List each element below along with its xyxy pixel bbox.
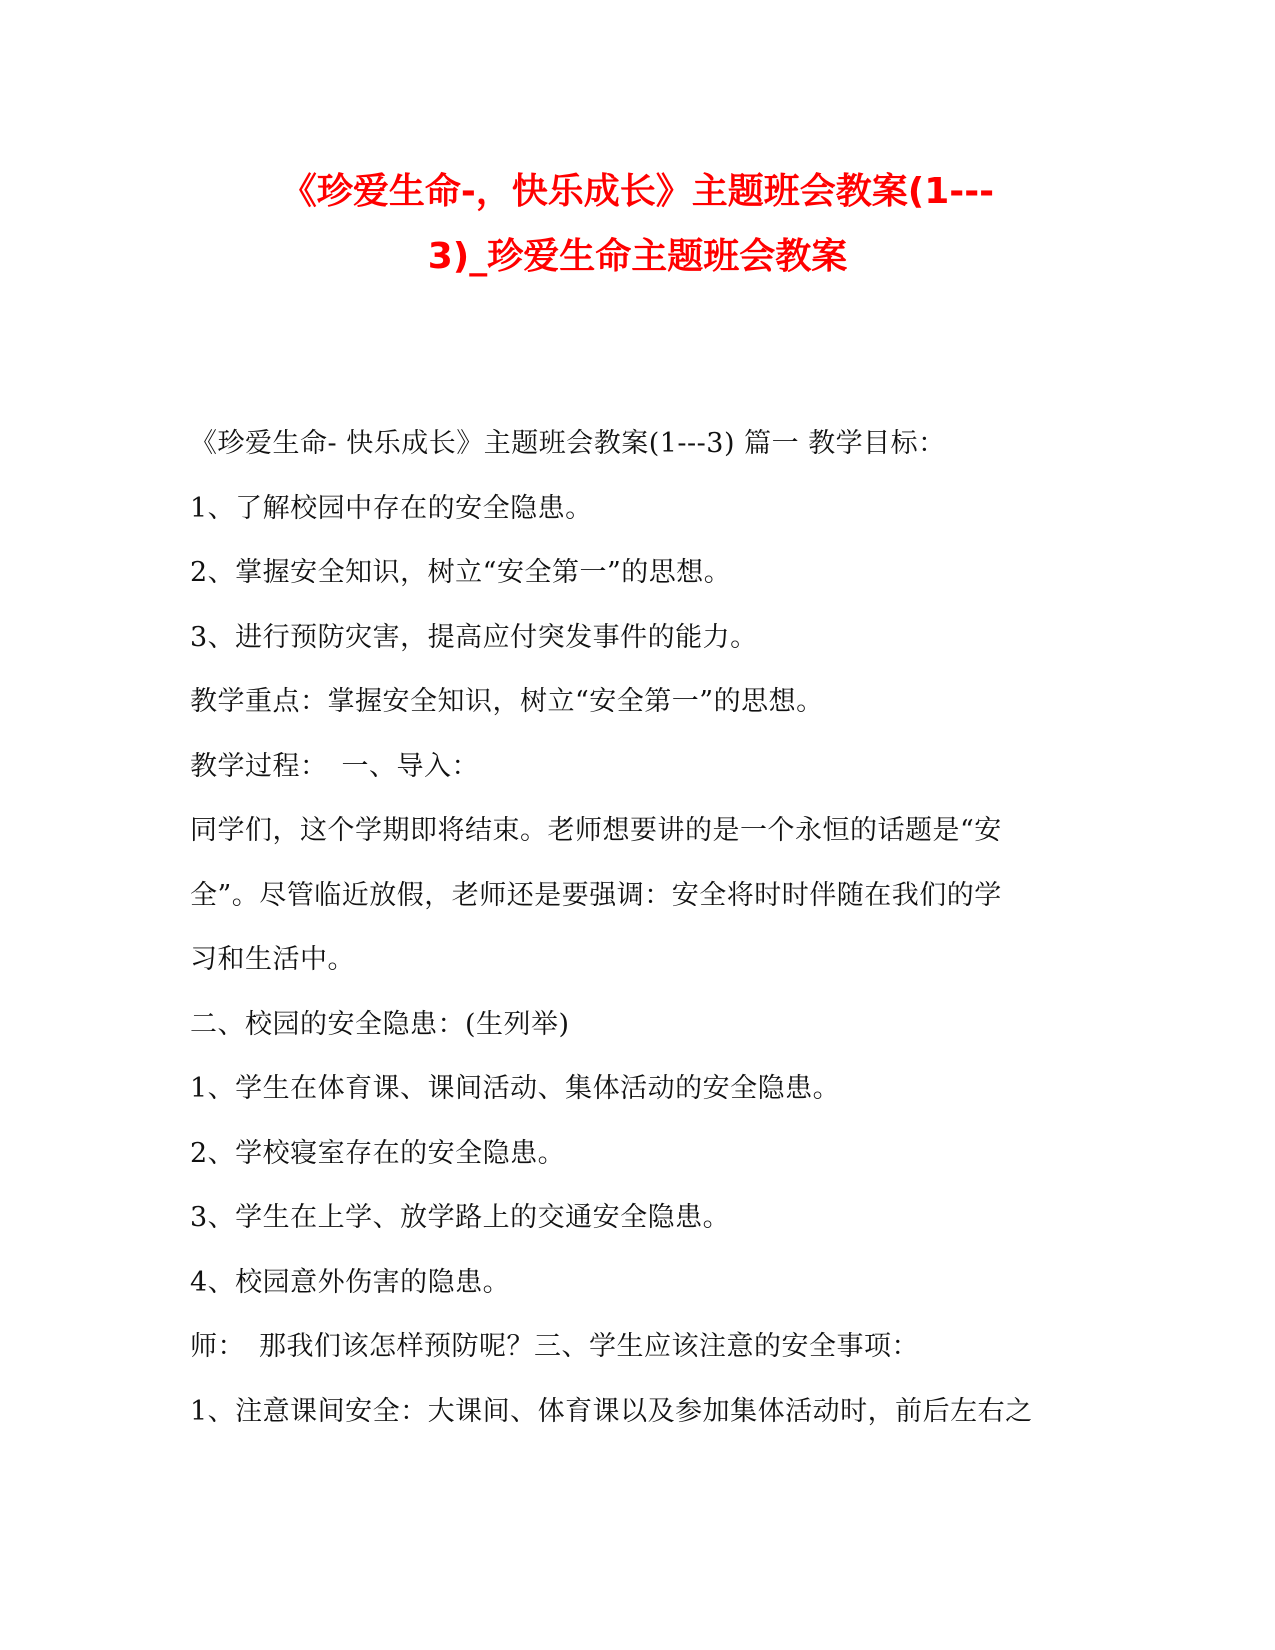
body-line: 4、校园意外伤害的隐患。 [190, 1266, 511, 1298]
body-line: 全”。尽管临近放假，老师还是要强调：安全将时时伴随在我们的学 [190, 879, 1002, 911]
body-line: 习和生活中。 [190, 944, 355, 975]
body-line: 同学们，这个学期即将结束。老师想要讲的是一个永恒的话题是“安 [190, 815, 1002, 846]
body-line: 教学过程： 一、导入： [190, 750, 479, 782]
body-line: 1、学生在体育课、课间活动、集体活动的安全隐患。 [190, 1073, 841, 1104]
document-body [190, 412, 1090, 1444]
body-line: 《珍爱生命- 快乐成长》主题班会教案(1---3) 篇一 教学目标： [190, 428, 946, 459]
body-line: 教学重点：掌握安全知识，树立“安全第一”的思想。 [190, 686, 824, 717]
body-line: 2、掌握安全知识，树立“安全第一”的思想。 [190, 557, 732, 588]
body-line: 师： 那我们该怎样预防呢？三、学生应该注意的安全事项： [190, 1331, 919, 1362]
body-line: 1、了解校园中存在的安全隐患。 [190, 492, 593, 524]
body-line: 3、进行预防灾害，提高应付突发事件的能力。 [190, 621, 758, 653]
body-line: 2、学校寝室存在的安全隐患。 [190, 1137, 566, 1169]
body-line: 3、学生在上学、放学路上的交通安全隐患。 [190, 1202, 731, 1233]
document-title-line-1: 《珍爱生命-，快乐成长》主题班会教案(1--- [280, 171, 995, 212]
body-line: 二、校园的安全隐患：(生列举) [190, 1008, 570, 1040]
document-title-line-2: 3)_珍爱生命主题班会教案 [427, 236, 848, 277]
body-line: 1、注意课间安全：大课间、体育课以及参加集体活动时，前后左右之 [190, 1395, 1033, 1427]
